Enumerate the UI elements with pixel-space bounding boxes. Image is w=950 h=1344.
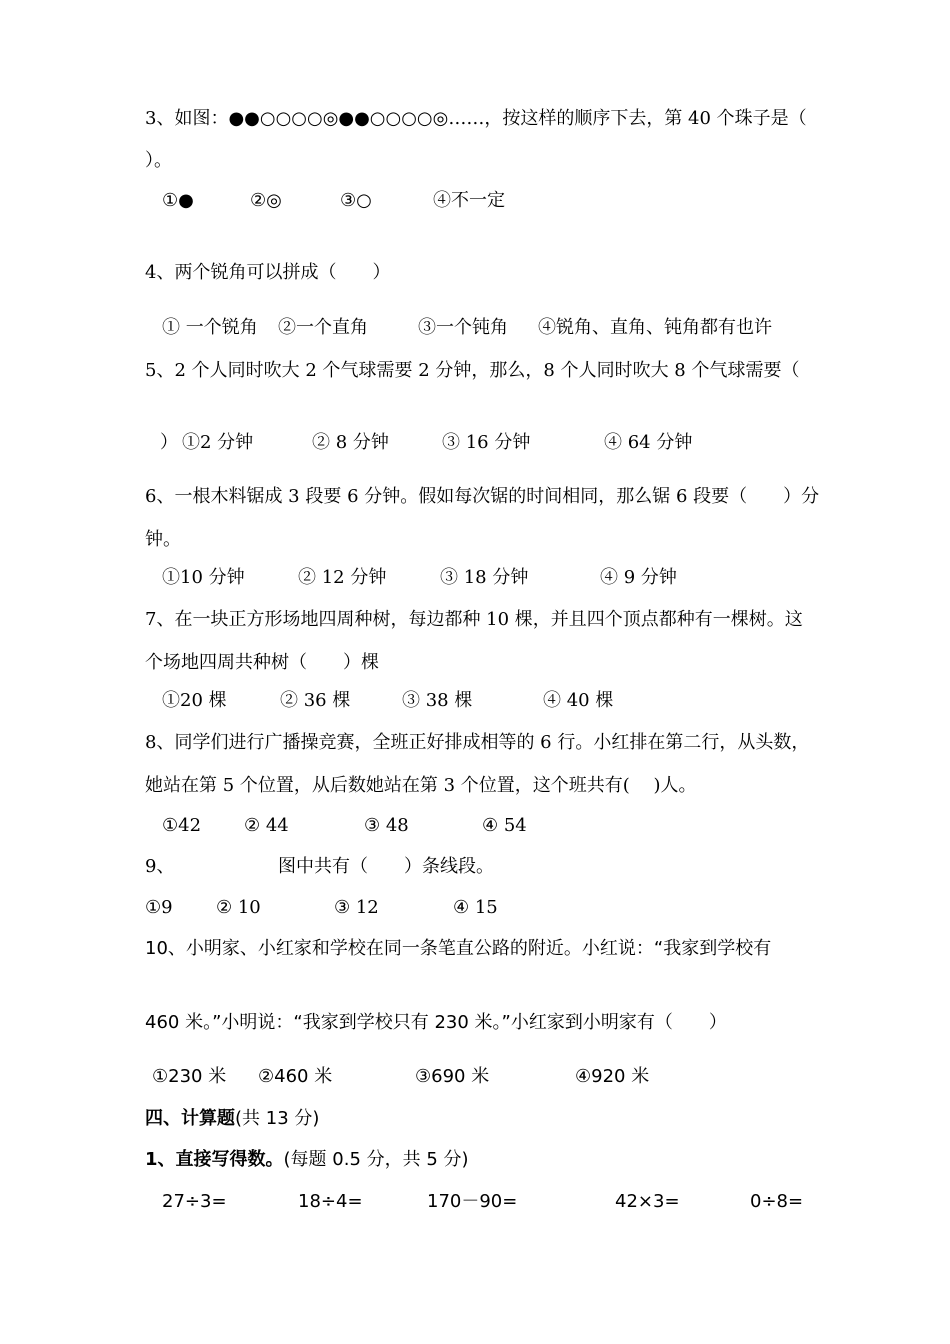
q9-option-2: ② 10 xyxy=(216,897,261,918)
q6-option-2: ② 12 分钟 xyxy=(298,567,387,588)
calc-problem-4: 42×3= xyxy=(615,1191,680,1212)
section4-sub1-points: (每题 0.5 分，共 5 分) xyxy=(283,1149,469,1170)
q10-option-1: ①230 米 xyxy=(152,1066,227,1087)
section4-sub1-title: 1、直接写得数。 xyxy=(145,1149,284,1170)
q5-option-3: ③ 16 分钟 xyxy=(442,432,531,453)
q7-option-2: ② 36 棵 xyxy=(280,690,351,711)
q9-option-4: ④ 15 xyxy=(453,897,498,918)
q5-option-4: ④ 64 分钟 xyxy=(604,432,693,453)
q3-option-4: ④不一定 xyxy=(433,190,505,211)
q5-stem-line2: ） xyxy=(160,432,178,453)
q6-stem-line2: 钟。 xyxy=(145,529,181,550)
q10-stem-line1: 10、小明家、小红家和学校在同一条笔直公路的附近。小红说：“我家到学校有 xyxy=(145,938,772,959)
q7-option-3: ③ 38 棵 xyxy=(402,690,473,711)
section4-title: 四、计算题 xyxy=(145,1108,235,1129)
q9-stem: 图中共有（ ）条线段。 xyxy=(278,856,494,877)
q9-option-1: ①9 xyxy=(145,897,173,918)
q10-option-4: ④920 米 xyxy=(575,1066,650,1087)
calc-problem-3: 170－90= xyxy=(427,1191,518,1212)
q3-option-2: ②◎ xyxy=(250,190,282,211)
q4-option-4: ④锐角、直角、钝角都有也许 xyxy=(538,317,772,338)
q8-stem-line2: 她站在第 5 个位置，从后数她站在第 3 个位置，这个班共有( )人。 xyxy=(145,775,697,796)
q6-option-1: ①10 分钟 xyxy=(162,567,245,588)
section4-heading xyxy=(145,1110,319,1128)
q8-option-4: ④ 54 xyxy=(482,815,527,836)
q7-stem-line2: 个场地四周共种树（ ）棵 xyxy=(145,652,379,673)
q6-option-3: ③ 18 分钟 xyxy=(440,567,529,588)
q3-stem-line1: 3、如图：●●○○○○◎●●○○○○◎……，按这样的顺序下去，第 40 个珠子是（ xyxy=(145,108,807,129)
q6-stem-line1: 6、一根木料锯成 3 段要 6 分钟。假如每次锯的时间相同，那么锯 6 段要（ ）分 xyxy=(145,486,820,507)
q10-stem-line2: 460 米。”小明说：“我家到学校只有 230 米。”小红家到小明家有（ ） xyxy=(145,1012,727,1033)
section4-points: (共 13 分) xyxy=(235,1108,320,1129)
q10-option-3: ③690 米 xyxy=(415,1066,490,1087)
q5-option-1: ①2 分钟 xyxy=(182,432,254,453)
calc-problem-5: 0÷8= xyxy=(750,1191,804,1212)
q4-option-3: ③一个钝角 xyxy=(418,317,508,338)
q3-option-1: ①● xyxy=(162,190,194,211)
q8-option-1: ①42 xyxy=(162,815,202,836)
q7-option-1: ①20 棵 xyxy=(162,690,227,711)
q8-option-2: ② 44 xyxy=(244,815,289,836)
q10-option-2: ②460 米 xyxy=(258,1066,333,1087)
q9-option-3: ③ 12 xyxy=(334,897,379,918)
q7-stem-line1: 7、在一块正方形场地四周种树，每边都种 10 棵，并且四个顶点都种有一棵树。这 xyxy=(145,609,803,630)
q5-stem-line1: 5、2 个人同时吹大 2 个气球需要 2 分钟，那么，8 个人同时吹大 8 个气球需要（ xyxy=(145,360,800,381)
section4-subheading xyxy=(145,1151,469,1169)
q4-stem: 4、两个锐角可以拼成（ ） xyxy=(145,262,391,283)
q3-stem-line2: ）。 xyxy=(145,150,172,171)
q3-option-3: ③○ xyxy=(340,190,372,211)
q5-option-2: ② 8 分钟 xyxy=(312,432,389,453)
q6-option-4: ④ 9 分钟 xyxy=(600,567,677,588)
q4-option-1: ① 一个锐角 xyxy=(162,317,258,338)
q8-stem-line1: 8、同学们进行广播操竞赛，全班正好排成相等的 6 行。小红排在第二行，从头数， xyxy=(145,732,810,753)
calc-problem-2: 18÷4= xyxy=(298,1191,363,1212)
q7-option-4: ④ 40 棵 xyxy=(543,690,614,711)
q9-number: 9、 xyxy=(145,856,175,877)
q4-option-2: ②一个直角 xyxy=(278,317,368,338)
q8-option-3: ③ 48 xyxy=(364,815,409,836)
calc-problem-1: 27÷3= xyxy=(162,1191,227,1212)
